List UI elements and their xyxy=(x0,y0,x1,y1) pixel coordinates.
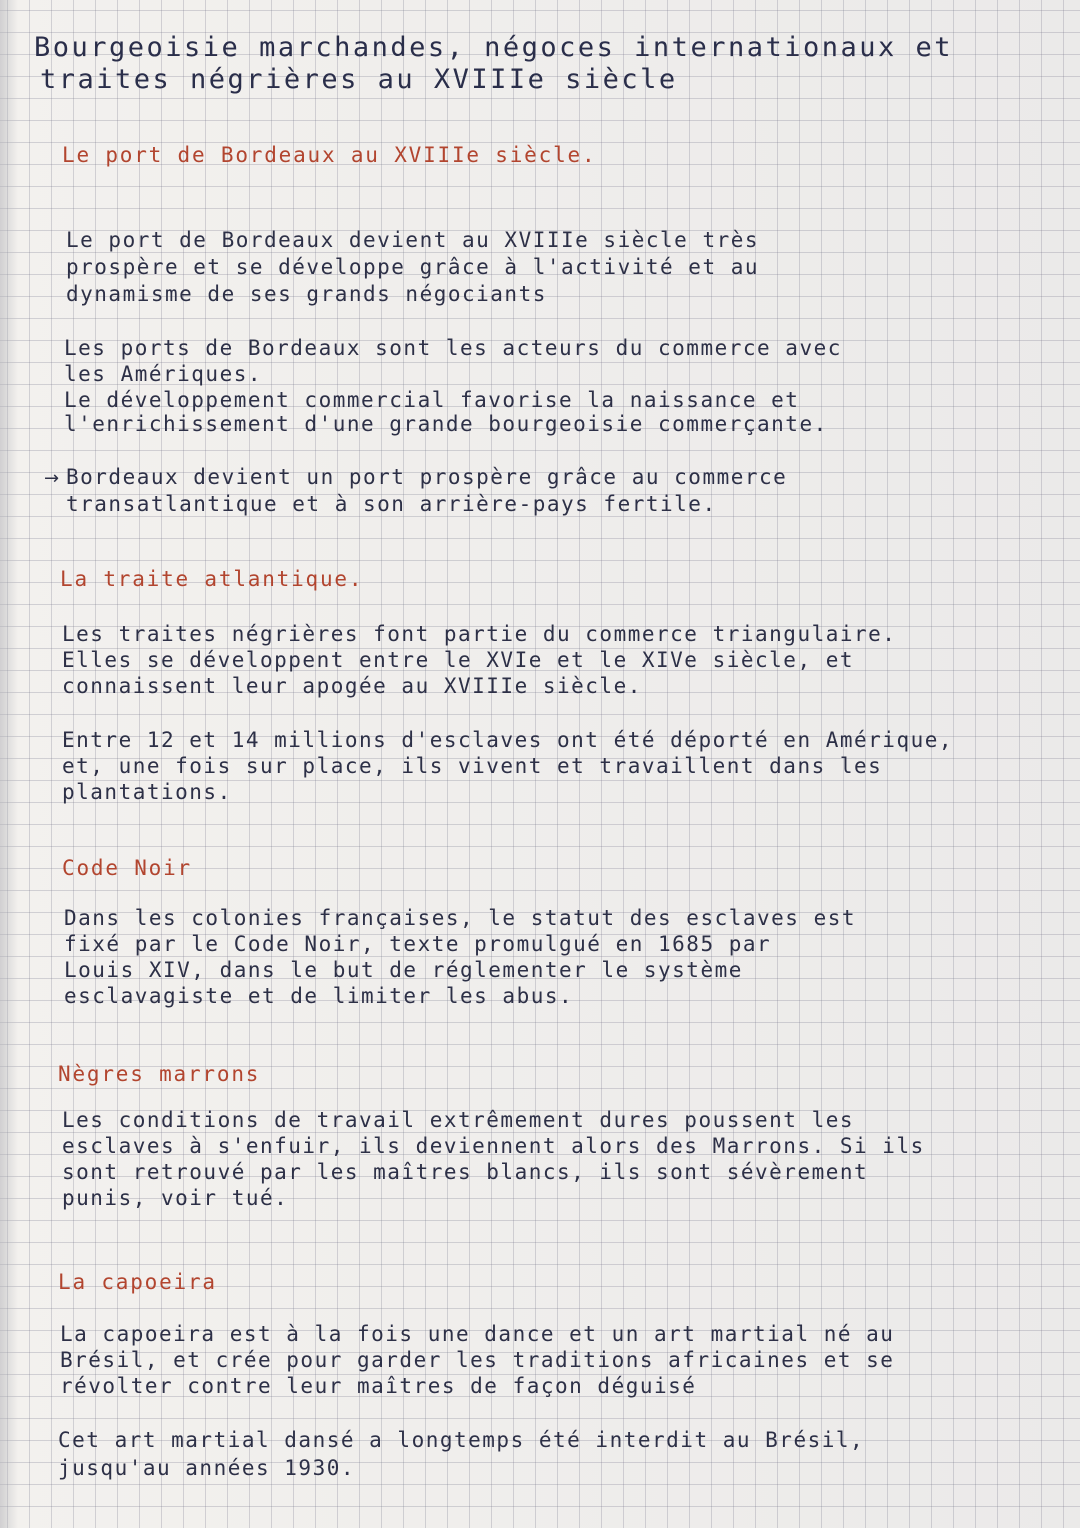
arrow-icon: → xyxy=(44,468,60,489)
section-heading-capoeira: La capoeira xyxy=(58,1270,217,1294)
traite-p1-line-1: Les traites négrières font partie du commerce triangulaire. xyxy=(62,622,897,646)
page-shadow xyxy=(0,0,18,1528)
marrons-line-2: esclaves à s'enfuir, ils deviennent alors des Marrons. Si ils xyxy=(62,1134,925,1158)
capoeira-p2-line-2: jusqu'au années 1930. xyxy=(58,1456,356,1480)
bordeaux-p1-line-2: prospère et se développe grâce à l'activité et au xyxy=(66,255,760,279)
traite-p2-line-3: plantations. xyxy=(62,780,232,804)
section-heading-traite: La traite atlantique. xyxy=(60,567,364,591)
code-noir-line-1: Dans les colonies françaises, le statut des esclaves est xyxy=(64,906,857,930)
bordeaux-p2-line-1: Les ports de Bordeaux sont les acteurs du commerce avec xyxy=(64,336,842,360)
traite-p2-line-2: et, une fois sur place, ils vivent et travaillent dans les xyxy=(62,754,883,778)
code-noir-line-3: Louis XIV, dans le but de réglementer le système xyxy=(64,958,743,982)
marrons-line-4: punis, voir tué. xyxy=(62,1186,289,1210)
bordeaux-conclusion-line-2: transatlantique et à son arrière-pays fertile. xyxy=(66,492,717,516)
capoeira-p1-line-2: Brésil, et crée pour garder les traditions africaines et se xyxy=(60,1348,895,1372)
bordeaux-p1-line-1: Le port de Bordeaux devient au XVIIIe siècle très xyxy=(66,228,760,252)
traite-p1-line-3: connaissent leur apogée au XVIIIe siècle. xyxy=(62,674,642,698)
bordeaux-p2-line-3: Le développement commercial favorise la naissance et xyxy=(64,388,800,412)
code-noir-line-4: esclavagiste et de limiter les abus. xyxy=(64,984,574,1008)
section-heading-code-noir: Code Noir xyxy=(62,856,192,880)
section-heading-bordeaux: Le port de Bordeaux au XVIIIe siècle. xyxy=(62,143,597,167)
page-title-line-2: traites négrières au XVIIIe siècle xyxy=(40,64,678,95)
marrons-line-1: Les conditions de travail extrêmement dures poussent les xyxy=(62,1108,855,1132)
traite-p1-line-2: Elles se développent entre le XVIe et le XIVe siècle, et xyxy=(62,648,855,672)
marrons-line-3: sont retrouvé par les maîtres blancs, ils sont sévèrement xyxy=(62,1160,869,1184)
capoeira-p1-line-1: La capoeira est à la fois une dance et un art martial né au xyxy=(60,1322,895,1346)
capoeira-p1-line-3: révolter contre leur maîtres de façon déguisé xyxy=(60,1374,697,1398)
page-title-line-1: Bourgeoisie marchandes, négoces internationaux et xyxy=(34,32,954,63)
traite-p2-line-1: Entre 12 et 14 millions d'esclaves ont été déporté en Amérique, xyxy=(62,728,954,752)
bordeaux-p2-line-2: les Amériques. xyxy=(64,362,263,386)
capoeira-p2-line-1: Cet art martial dansé a longtemps été interdit au Brésil, xyxy=(58,1428,865,1452)
bordeaux-p2-line-4: l'enrichissement d'une grande bourgeoisie commerçante. xyxy=(64,412,828,436)
code-noir-line-2: fixé par le Code Noir, texte promulgué en 1685 par xyxy=(64,932,772,956)
bordeaux-p1-line-3: dynamisme de ses grands négociants xyxy=(66,282,547,306)
bordeaux-conclusion-line-1: Bordeaux devient un port prospère grâce au commerce xyxy=(66,465,788,489)
section-heading-negres-marrons: Nègres marrons xyxy=(58,1062,261,1086)
